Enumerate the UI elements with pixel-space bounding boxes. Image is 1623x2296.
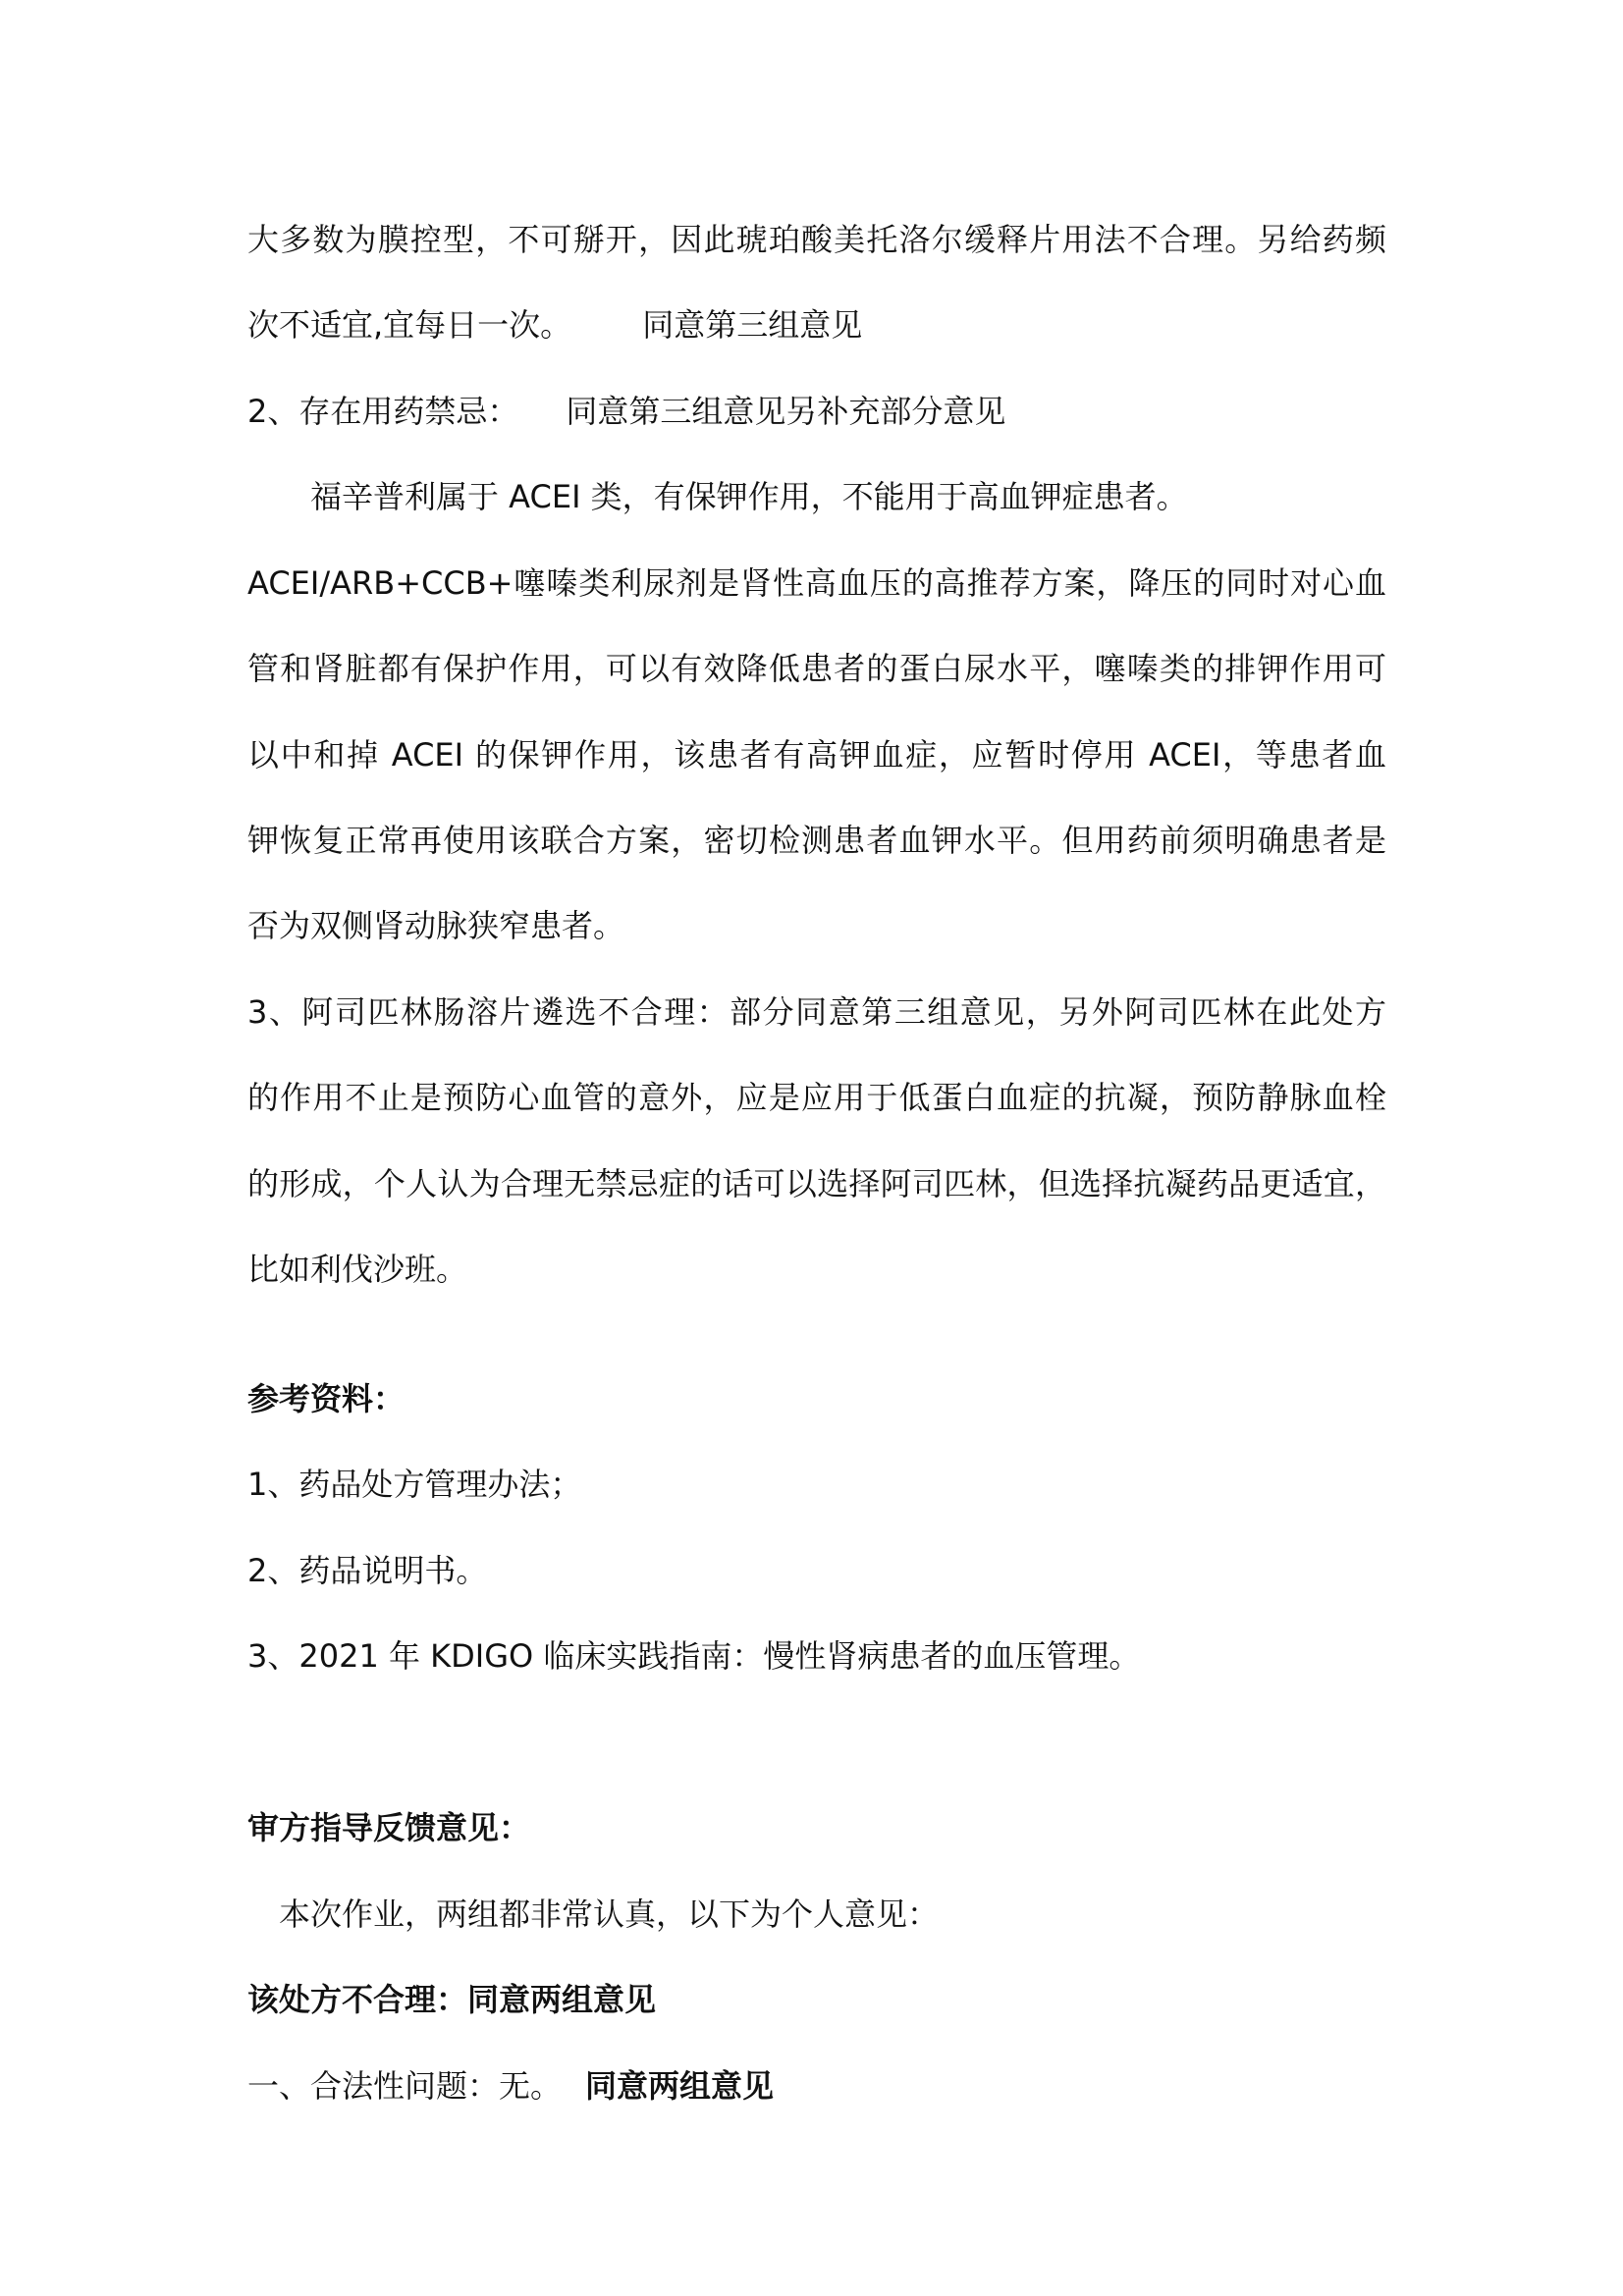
paragraph-line: ACEI/ARB+CCB+噻嗪类利尿剂是肾性高血压的高推荐方案，降压的同时对心血 xyxy=(247,564,1386,602)
paragraph-text: 福辛普利属于 ACEI 类，有保钾作用，不能用于高血钾症患者。 xyxy=(310,478,1188,515)
references-heading: 参考资料： xyxy=(247,1380,406,1417)
paragraph-line: 钾恢复正常再使用该联合方案，密切检测患者血钾水平。但用药前须明确患者是 xyxy=(247,822,1386,859)
feedback-heading: 审方指导反馈意见： xyxy=(247,1809,531,1846)
paragraph-line: 以中和掉 ACEI 的保钾作用，该患者有高钾血症，应暂时停用 ACEI，等患者血 xyxy=(247,736,1386,774)
paragraph-line: 的作用不止是预防心血管的意外，应是应用于低蛋白血症的抗凝，预防静脉血栓 xyxy=(247,1079,1386,1116)
reference-item: 1、药品处方管理办法； xyxy=(247,1466,582,1503)
paragraph-line: 的形成，个人认为合理无禁忌症的话可以选择阿司匹林，但选择抗凝药品更适宜， xyxy=(247,1165,1386,1202)
paragraph-text: 次不适宜,宜每日一次。 xyxy=(247,306,572,344)
feedback-item-label: 一、合法性问题：无。 xyxy=(247,2067,563,2105)
reference-item: 3、2021 年 KDIGO 临床实践指南：慢性肾病患者的血压管理。 xyxy=(247,1637,1141,1675)
list-item-head: 2、存在用药禁忌： xyxy=(247,393,519,430)
feedback-item xyxy=(247,2064,1386,2108)
paragraph-line: 管和肾脏都有保护作用，可以有效降低患者的蛋白尿水平，噻嗪类的排钾作用可 xyxy=(247,650,1386,687)
feedback-conclusion: 该处方不合理：同意两组意见 xyxy=(247,1981,657,2018)
paragraph-line xyxy=(247,303,1386,347)
reference-item: 2、药品说明书。 xyxy=(247,1552,488,1589)
paragraph-text: 本次作业，两组都非常认真，以下为个人意见： xyxy=(279,1896,940,1933)
list-item: 3、阿司匹林肠溶片遴选不合理：部分同意第三组意见，另外阿司匹林在此处方 xyxy=(247,993,1386,1031)
paragraph-line xyxy=(247,475,1386,518)
paragraph-line: 比如利伐沙班。 xyxy=(247,1251,468,1288)
paragraph-line: 大多数为膜控型，不可掰开，因此琥珀酸美托洛尔缓释片用法不合理。另给药频 xyxy=(247,221,1386,258)
paragraph-line: 否为双侧肾动脉狭窄患者。 xyxy=(247,907,625,944)
list-item-text: 同意第三组意见另补充部分意见 xyxy=(566,393,1006,430)
feedback-intro xyxy=(247,1893,1386,1936)
paragraph-text: 同意第三组意见 xyxy=(642,306,863,344)
list-item xyxy=(247,390,1386,433)
feedback-item-verdict: 同意两组意见 xyxy=(585,2067,775,2105)
